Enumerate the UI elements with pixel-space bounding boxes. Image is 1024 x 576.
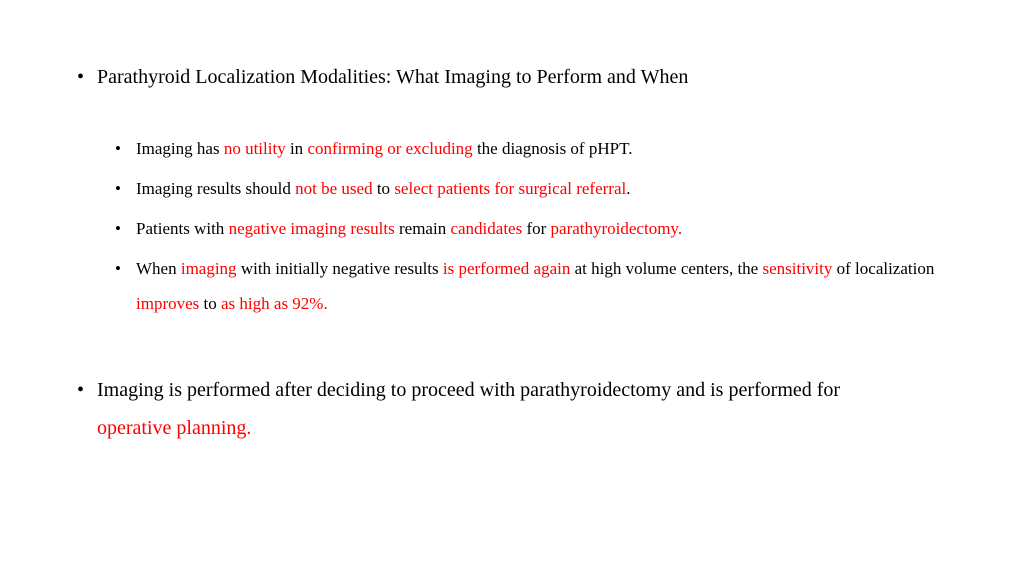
- text-run: to: [199, 294, 222, 313]
- sub-bullet-repeat-imaging: [115, 251, 956, 321]
- text-run: the diagnosis of pHPT.: [472, 139, 633, 158]
- text-run: Imaging is performed after deciding to proceed with parathyroidectomy and is performed for: [97, 379, 841, 401]
- highlight-run: sensitivity: [762, 259, 833, 278]
- text-run: Imaging has: [136, 139, 224, 158]
- text-run: for: [522, 219, 551, 238]
- text-run: Imaging results should: [136, 179, 296, 198]
- bullet-parathyroid-localization: [77, 58, 917, 96]
- text-run: of localization: [832, 259, 935, 278]
- text-run: in: [285, 139, 308, 158]
- highlight-run: select patients for surgical referral: [394, 179, 627, 198]
- highlight-run: as high as 92%.: [221, 294, 328, 313]
- bullet-marker: •: [115, 179, 121, 198]
- text-run: remain: [394, 219, 451, 238]
- sub-bullet-text: [136, 251, 956, 321]
- sub-bullet-negative-imaging: [115, 211, 956, 246]
- bullet-marker: •: [115, 219, 121, 238]
- sub-bullet-no-utility: [115, 131, 956, 166]
- sub-bullet-text: [136, 171, 956, 206]
- highlight-run: imaging: [180, 259, 237, 278]
- text-run: When: [136, 259, 181, 278]
- text-run: at high volume centers, the: [570, 259, 763, 278]
- bullet-text: [97, 371, 917, 447]
- highlight-run: no utility: [223, 139, 286, 158]
- highlight-run: confirming or excluding: [307, 139, 473, 158]
- highlight-run: operative planning.: [97, 417, 252, 439]
- sub-bullet-text: [136, 211, 956, 246]
- sub-bullet-text: [136, 131, 956, 166]
- text-run: to: [372, 179, 395, 198]
- highlight-run: .: [677, 219, 683, 238]
- highlight-run: improves: [136, 294, 200, 313]
- bullet-marker: •: [115, 139, 121, 158]
- text-run: Patients with: [136, 219, 229, 238]
- bullet-text: Parathyroid Localization Modalities: What Imaging to Perform and When: [97, 66, 689, 88]
- bullet-marker: •: [77, 379, 85, 401]
- highlight-run: not be used: [295, 179, 373, 198]
- text-run: with initially negative results: [236, 259, 443, 278]
- highlight-run: is performed again: [442, 259, 571, 278]
- sub-bullet-not-be-used: [115, 171, 956, 206]
- bullet-marker: •: [77, 66, 85, 88]
- highlight-run: candidates: [450, 219, 523, 238]
- highlight-run: parathyroidectomy: [550, 219, 678, 238]
- text-run: .: [626, 179, 631, 198]
- highlight-run: negative imaging results: [228, 219, 395, 238]
- bullet-marker: •: [115, 259, 121, 278]
- bullet-operative-planning: [77, 371, 917, 447]
